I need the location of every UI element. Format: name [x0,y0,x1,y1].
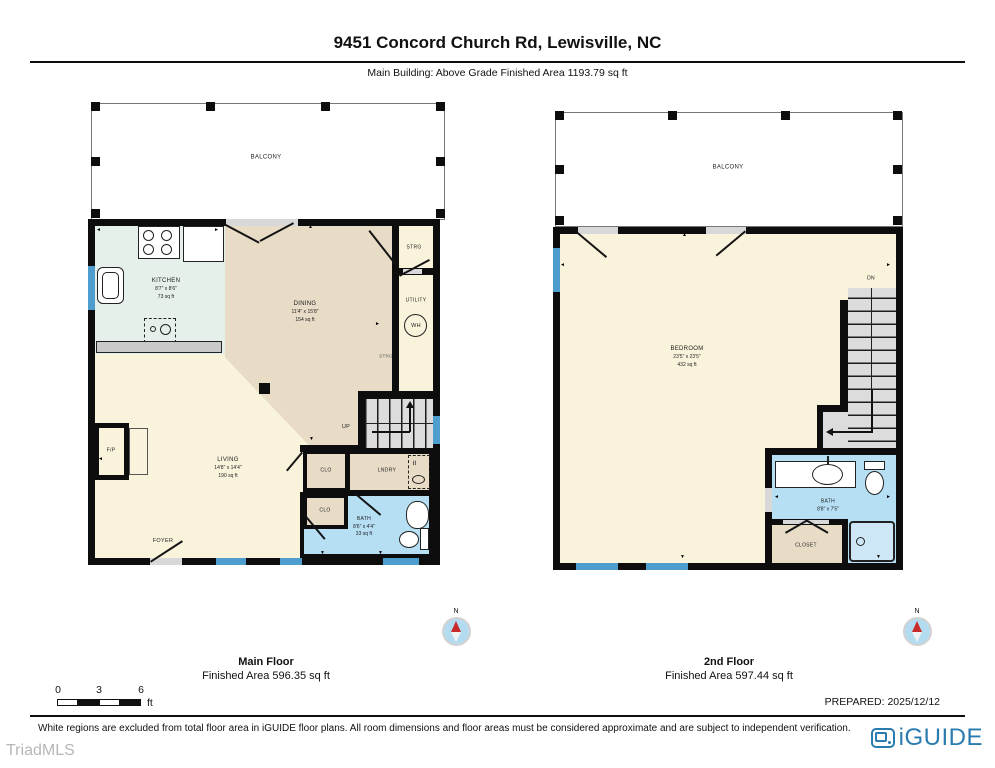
door-direction-arrow: ► [886,494,891,500]
door-direction-arrow: ◄ [774,494,779,500]
door-opening [706,227,746,234]
scale-bar-segments [57,699,141,706]
balcony-post [91,157,100,166]
vanity-sink [812,464,843,485]
stair-arrow-line [871,390,873,433]
stairs-up-label: UP [341,423,351,430]
fireplace-label: F/P [106,447,116,454]
balcony-post [555,216,564,225]
wall-segment [392,226,399,398]
faucet-icon [827,456,829,465]
burner-icon [143,244,154,255]
balcony-post [436,157,445,166]
compass-needle-icon [912,621,922,632]
living-label: LIVING 14'8" x 14'4" 190 sq ft [214,457,242,479]
toilet-bowl [399,531,419,548]
door-direction-arrow: ▲ [682,232,687,238]
balcony-post [91,102,100,111]
hearth [129,428,148,475]
toilet-bowl [865,471,884,495]
compass-rose [441,608,471,656]
compass-dial [442,617,471,646]
disclaimer-text: White regions are excluded from total floor area in iGUIDE floor plans. All room dimensions and floor areas must be considered approximate and are subject to independent verification. [38,723,851,734]
closet-label: CLOSET [795,542,817,549]
balcony-post [893,165,902,174]
mls-watermark: TriadMLS [6,742,75,759]
door-opening [765,488,772,512]
compass-dial [903,617,932,646]
kitchen-label: KITCHEN 8'7" x 8'6" 73 sq ft [151,278,181,300]
page-title: 9451 Concord Church Rd, Lewisville, NC [333,33,662,52]
dryer-heat-icon: ≈ [409,460,420,466]
door-direction-arrow: ▼ [309,436,314,442]
stair-arrow-line [409,407,411,432]
footer-divider [30,715,965,717]
storage-small-label: STRG [379,353,393,359]
water-heater-label: WH [411,322,421,329]
kitchen-bar-counter [96,341,222,353]
toilet-tank [864,461,885,470]
foyer-label: FOYER [152,537,174,544]
floor-area: Finished Area 597.44 sq ft [665,669,793,682]
bath-label: BATH 8'8" x 7'5" [817,498,839,512]
scale-tick: 6 [138,684,144,696]
page-subtitle: Main Building: Above Grade Finished Area 1193.79 sq ft [367,67,628,79]
balcony-post [555,165,564,174]
balcony-post [91,209,100,218]
stair-arrow-line [832,431,872,433]
balcony-post [321,102,330,111]
laundry-label: LNDRY [377,467,397,474]
window [553,248,560,292]
stair-rail [365,423,433,424]
balcony-post [436,209,445,218]
toilet-tank [420,528,429,550]
window [88,266,95,310]
door-direction-arrow: ◄ [96,227,101,233]
kitchen-sink-basin [102,272,119,299]
door-direction-arrow: ► [886,262,891,268]
bath-label: BATH 8'6" x 4'4" 33 sq ft [353,515,375,537]
dishwasher-drop-icon [150,326,156,332]
door-direction-arrow: ▼ [320,550,325,556]
second-floor-caption [665,656,793,684]
wall-segment [842,519,848,563]
door-direction-arrow: ▼ [680,554,685,560]
dishwasher-dial-icon [160,324,171,335]
burner-icon [143,230,154,241]
window [433,416,440,444]
burner-icon [161,230,172,241]
wall-segment [358,391,440,399]
window [383,558,419,565]
balcony-label: BALCONY [250,154,282,161]
north-label: N [453,608,459,615]
scale-tick: 3 [96,684,102,696]
washer-door-icon [412,475,425,484]
door-direction-arrow: ▲ [308,224,313,230]
iguide-icon [871,728,895,748]
window [280,558,302,565]
stair-arrow-head [406,401,414,408]
floor-area: Finished Area 596.35 sq ft [202,669,330,682]
iguide-wordmark: iGUIDE [898,724,983,751]
north-label: N [914,608,920,615]
balcony-post [206,102,215,111]
bedroom-label: BEDROOM 23'5" x 23'5" 432 sq ft [670,346,704,368]
balcony-label: BALCONY [712,164,744,171]
scale-unit: ft [147,697,153,709]
compass-needle-icon [451,621,461,632]
compass-rose [902,608,932,656]
shower-head-icon [856,537,865,546]
window [216,558,246,565]
burner-icon [161,244,172,255]
window [646,563,688,570]
balcony-post [893,111,902,120]
wall-segment [765,448,896,455]
floor-name: 2nd Floor [703,656,755,668]
door-direction-arrow: ◄ [560,262,565,268]
door-direction-arrow: ▼ [876,554,881,560]
iguide-logo [871,724,983,752]
door-opening [578,227,618,234]
stair-arrow-head [826,428,833,436]
door-direction-arrow: ► [375,321,380,327]
wall-segment [840,300,848,407]
window [576,563,618,570]
balcony-post [668,111,677,120]
balcony-post [436,102,445,111]
stairs-down-label: DN [867,275,875,282]
balcony-post [893,216,902,225]
main-floor-caption [202,656,330,684]
prepared-date: PREPARED: 2025/12/12 [824,696,940,708]
door-direction-arrow: ◄ [98,456,103,462]
dining-label: DINING 11'4" x 15'8" 154 sq ft [291,301,319,323]
bath-sink [406,501,429,529]
door-direction-arrow: ▼ [378,550,383,556]
compass-needle-tail-icon [451,632,461,642]
closet-label: CLO [320,467,332,474]
stair-arrow-line [372,431,410,433]
compass-needle-tail-icon [912,632,922,642]
storage-label: STRG [406,244,422,251]
scale-tick: 0 [55,684,61,696]
door-direction-arrow: ► [214,227,219,233]
closet-label: CLO [319,507,331,514]
balcony-post [781,111,790,120]
balcony-post [555,111,564,120]
header-divider [30,61,965,63]
floor-name: Main Floor [238,656,294,668]
utility-label: UTILITY [405,297,427,304]
structural-post [259,383,270,394]
